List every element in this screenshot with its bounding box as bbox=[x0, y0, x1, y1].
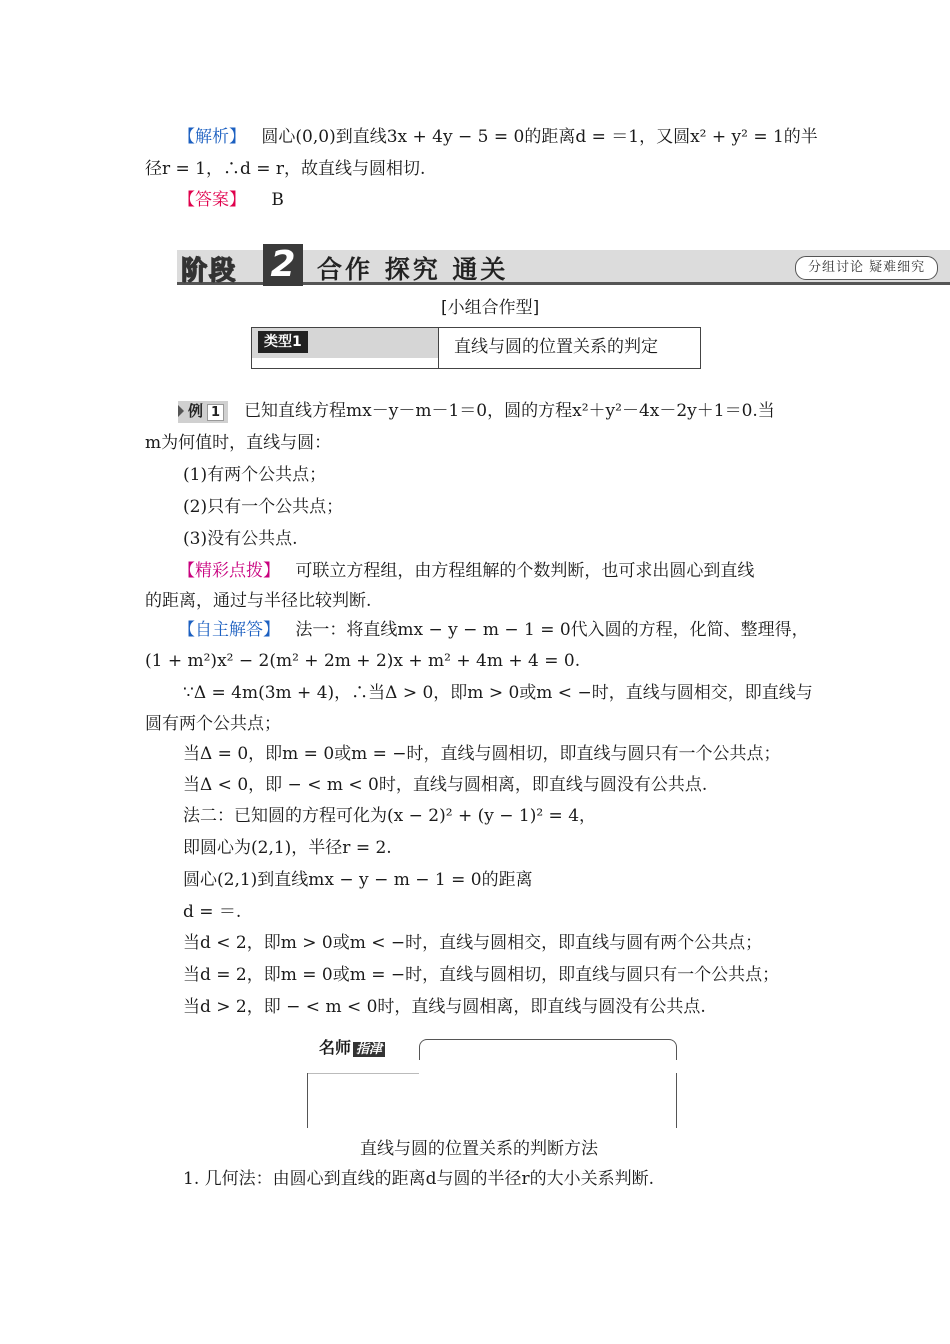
example-tag-text: 例 bbox=[188, 402, 204, 420]
example-item-2: (2)只有一个公共点； bbox=[183, 497, 344, 517]
answer-line bbox=[178, 188, 284, 212]
example-line-2: m为何值时，直线与圆： bbox=[145, 433, 332, 453]
solution-line-8: 即圆心为(2,1)，半径r = 2. bbox=[183, 838, 392, 858]
hint-tag: 【精彩点拨】 bbox=[178, 561, 280, 581]
example-line-1 bbox=[178, 399, 775, 423]
tip-label bbox=[319, 1035, 385, 1058]
solution-line-2: (1 + m²)x² − 2(m² + 2m + 2)x + m² + 4m + 4 = 0. bbox=[145, 651, 581, 671]
solution-text-1: 法一：将直线mx − y − m − 1 = 0代入圆的方程，化简、整理得， bbox=[295, 620, 809, 640]
answer-value: B bbox=[271, 190, 284, 210]
example-num: 1 bbox=[207, 404, 224, 421]
type-title: 直线与圆的位置关系的判定 bbox=[454, 337, 658, 357]
type-label: 类型1 bbox=[258, 331, 308, 353]
tip-underline bbox=[307, 1059, 419, 1074]
tip-side-frame bbox=[307, 1073, 677, 1128]
solution-line-5: 当Δ = 0，即m = 0或m = −时，直线与圆相切，即直线与圆只有一个公共点； bbox=[183, 744, 781, 764]
stage-title: 合作 探究 通关 bbox=[317, 255, 509, 284]
method-title: 直线与圆的位置关系的判断方法 bbox=[360, 1139, 598, 1159]
analysis-tag: 【解析】 bbox=[178, 127, 246, 147]
solution-line-3: ∵Δ = 4m(3m + 4)，∴当Δ > 0，即m > 0或m < −时，直线与圆相交，即直线与 bbox=[183, 683, 813, 703]
tip-top-frame bbox=[419, 1039, 677, 1060]
solution-tag: 【自主解答】 bbox=[178, 620, 280, 640]
analysis-line-2 bbox=[145, 157, 425, 181]
stage-number: 2 bbox=[263, 244, 303, 286]
hint-text-1: 可联立方程组，由方程组解的个数判断，也可求出圆心到直线 bbox=[295, 561, 755, 581]
solution-line-7: 法二：已知圆的方程可化为(x − 2)² + (y − 1)² = 4， bbox=[183, 806, 597, 826]
example-tag bbox=[178, 401, 228, 423]
solution-line-13: 当d > 2，即 − < m < 0时，直线与圆相离，即直线与圆没有公共点. bbox=[183, 997, 706, 1017]
analysis-text-1: 圆心(0,0)到直线3x + 4y − 5 = 0的距离d = ＝1，又圆x² + y² = 1的半 bbox=[261, 127, 818, 147]
analysis-text-2: 径r = 1，∴d = r，故直线与圆相切. bbox=[145, 159, 426, 179]
solution-line-11: 当d < 2，即m > 0或m < −时，直线与圆相交，即直线与圆有两个公共点； bbox=[183, 933, 763, 953]
teacher-tip-box bbox=[307, 1035, 677, 1130]
type-box bbox=[251, 327, 701, 369]
example-item-1: (1)有两个公共点； bbox=[183, 465, 327, 485]
method-item-1: 1. 几何法：由圆心到直线的距离d与圆的半径r的大小关系判断. bbox=[183, 1169, 655, 1189]
example-item-3: (3)没有公共点. bbox=[183, 529, 298, 549]
stage-tag: 分组讨论 疑难细究 bbox=[795, 256, 938, 280]
tip-pen: 指津 bbox=[353, 1042, 385, 1057]
solution-line-1 bbox=[178, 618, 809, 642]
tip-label-text: 名师 bbox=[319, 1038, 352, 1057]
stage-banner bbox=[177, 244, 950, 288]
solution-line-9: 圆心(2,1)到直线mx − y − m − 1 = 0的距离 bbox=[183, 870, 533, 890]
group-type-heading: [小组合作型] bbox=[441, 298, 540, 318]
solution-line-6: 当Δ < 0，即 − < m < 0时，直线与圆相离，即直线与圆没有公共点. bbox=[183, 775, 708, 795]
analysis-line-1 bbox=[178, 125, 818, 149]
hint-line-2: 的距离，通过与半径比较判断. bbox=[145, 591, 372, 611]
stage-label: 阶段 bbox=[181, 256, 238, 286]
example-text-1: 已知直线方程mx－y－m－1＝0，圆的方程x²＋y²－4x－2y＋1＝0.当 bbox=[244, 401, 775, 421]
solution-line-12: 当d = 2，即m = 0或m = −时，直线与圆相切，即直线与圆只有一个公共点； bbox=[183, 965, 780, 985]
answer-tag: 【答案】 bbox=[178, 190, 246, 210]
solution-line-4: 圆有两个公共点； bbox=[145, 714, 281, 734]
solution-line-10: d = ＝. bbox=[183, 902, 242, 922]
hint-line-1 bbox=[178, 559, 754, 583]
type-divider bbox=[438, 328, 439, 368]
